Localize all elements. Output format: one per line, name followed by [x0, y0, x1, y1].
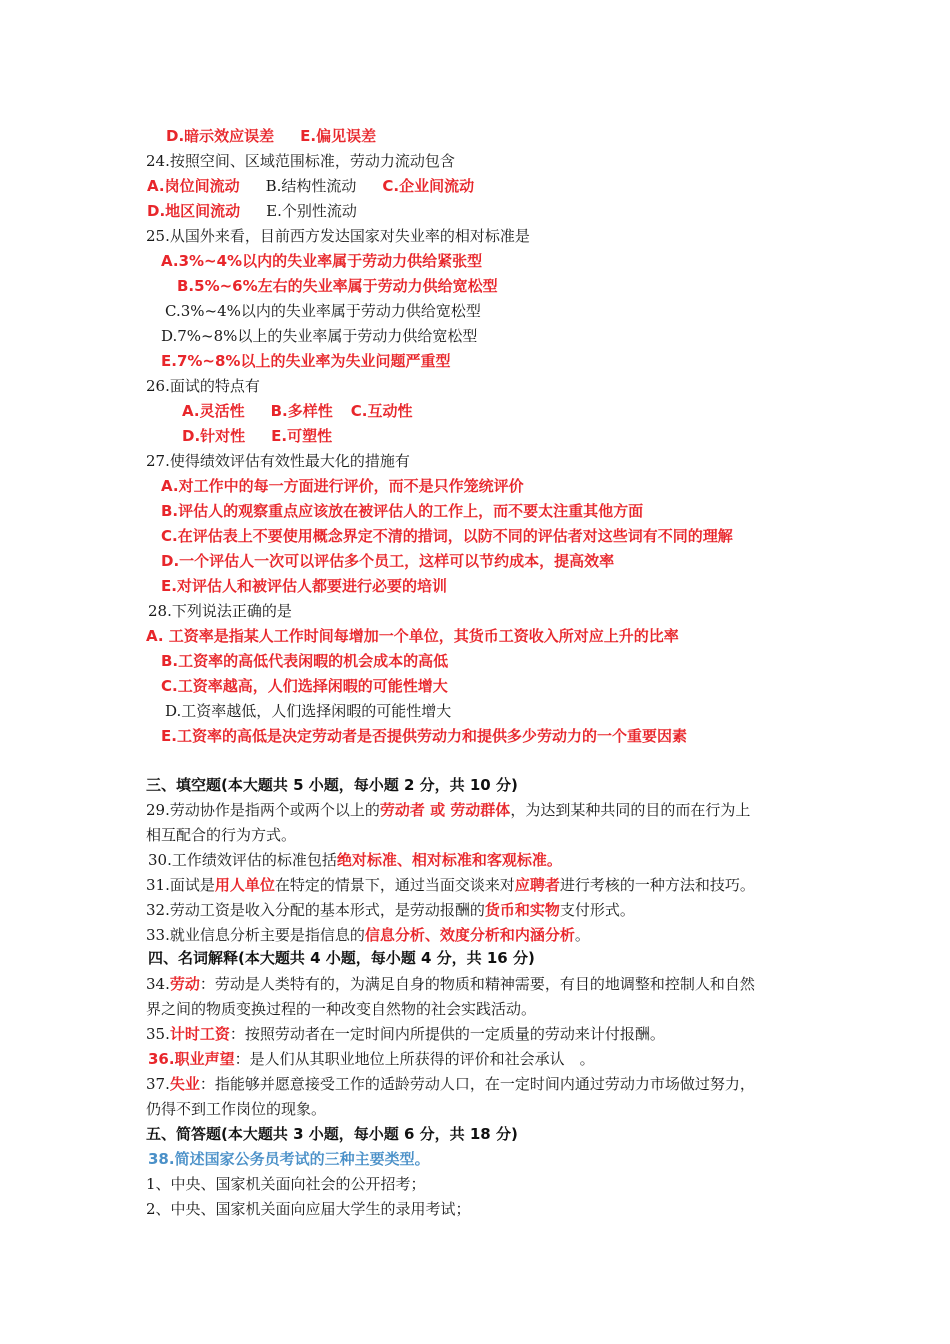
q25-option-a: A.3%~4%以内的失业率属于劳动力供给紧张型: [161, 252, 483, 270]
q26-options-row2: [182, 426, 332, 446]
q35-text: ：按照劳动者在一定时间内所提供的一定质量的劳动来计付报酬。: [229, 1025, 665, 1043]
q24-option-d: D.地区间流动: [147, 202, 241, 220]
q25-option-c: C.3%~4%以内的失业率属于劳动力供给宽松型: [165, 302, 481, 320]
q31-text1: 31.面试是: [146, 876, 215, 894]
q24-option-e: E.个别性流动: [266, 202, 357, 220]
q25-option-e: E.7%~8%以上的失业率为失业问题严重型: [161, 352, 451, 370]
q26-stem: 26.面试的特点有: [146, 377, 260, 395]
q27-stem: 27.使得绩效评估有效性最大化的措施有: [146, 452, 410, 470]
q32-line: [146, 900, 635, 920]
q30-answer: 绝对标准、相对标准和客观标准。: [336, 851, 562, 869]
q23-option-d: D.暗示效应误差: [166, 127, 275, 145]
q24-option-a: A.岗位间流动: [147, 177, 240, 195]
q34-line2: 界之间的物质变换过程的一种改变自然物的社会实践活动。: [146, 1000, 537, 1018]
q26-option-a: A.灵活性: [182, 402, 245, 420]
q33-text1: 33.就业信息分析主要是指信息的: [146, 926, 365, 944]
q33-text2: 。: [574, 926, 590, 944]
q25-option-b: B.5%~6%左右的失业率属于劳动力供给宽松型: [177, 277, 498, 295]
section5-title: 五、简答题(本大题共 3 小题，每小题 6 分，共 18 分): [146, 1125, 518, 1143]
q24-options-row2: [147, 201, 357, 221]
q31-text3: 进行考核的一种方法和技巧。: [559, 876, 755, 894]
q27-option-e: E.对评估人和被评估人都要进行必要的培训: [161, 577, 447, 595]
q35-number: 35.: [146, 1025, 170, 1043]
q34-line1: [146, 974, 755, 994]
q25-option-d: D.7%~8%以上的失业率属于劳动力供给宽松型: [161, 327, 478, 345]
q38-item-1: 1、中央、国家机关面向社会的公开招考；: [146, 1175, 426, 1193]
q24-option-c: C.企业间流动: [382, 177, 475, 195]
q34-term: 劳动: [169, 975, 200, 993]
q27-option-b: B.评估人的观察重点应该放在被评估人的工作上，而不要太注重其他方面: [161, 502, 644, 520]
q36-number: 36.: [148, 1050, 175, 1068]
q23-options: [166, 126, 376, 146]
q29-line2: 相互配合的行为方式。: [146, 826, 297, 844]
q33-answer: 信息分析、效度分析和内涵分析: [364, 926, 575, 944]
q37-line1: [146, 1074, 755, 1094]
q32-answer: 货币和实物: [484, 901, 560, 919]
q35-term: 计时工资: [169, 1025, 230, 1043]
q24-options-row1: [147, 176, 474, 196]
section4-title: 四、名词解释(本大题共 4 小题，每小题 4 分，共 16 分): [148, 949, 535, 967]
q31-answer2: 应聘者: [514, 876, 560, 894]
q29-answer: 劳动者 或 劳动群体: [379, 801, 511, 819]
q29-line1: [146, 800, 750, 820]
q31-answer1: 用人单位: [214, 876, 275, 894]
q36-term: 职业声望: [174, 1050, 235, 1068]
q29-text1: 29.劳动协作是指两个或两个以上的: [146, 801, 380, 819]
q37-number: 37.: [146, 1075, 170, 1093]
q36-line: [148, 1049, 595, 1069]
q28-option-d: D.工资率越低，人们选择闲暇的可能性增大: [165, 702, 452, 720]
q38-stem: 38.简述国家公务员考试的三种主要类型。: [148, 1150, 430, 1168]
q25-stem: 25.从国外来看，目前西方发达国家对失业率的相对标准是: [146, 227, 530, 245]
q33-line: [146, 925, 590, 945]
q28-option-c: C.工资率越高，人们选择闲暇的可能性增大: [161, 677, 448, 695]
q30-line: [148, 850, 562, 870]
q26-options-row1: [182, 401, 412, 421]
q24-option-b: B.结构性流动: [265, 177, 357, 195]
q23-option-e: E.偏见误差: [300, 127, 377, 145]
q32-text2: 支付形式。: [559, 901, 635, 919]
q27-option-d: D.一个评估人一次可以评估多个员工，这样可以节约成本，提高效率: [161, 552, 615, 570]
q26-option-c: C.互动性: [350, 402, 413, 420]
q26-option-e: E.可塑性: [271, 427, 333, 445]
q26-option-d: D.针对性: [182, 427, 246, 445]
q30-text: 30.工作绩效评估的标准包括: [148, 851, 337, 869]
q36-text: ：是人们从其职业地位上所获得的评价和社会承认 。: [234, 1050, 595, 1068]
q28-option-b: B.工资率的高低代表闲暇的机会成本的高低: [161, 652, 449, 670]
q24-stem: 24.按照空间、区域范围标准，劳动力流动包含: [146, 152, 455, 170]
q37-line2: 仍得不到工作岗位的现象。: [146, 1100, 327, 1118]
q27-option-c: C.在评估表上不要使用概念界定不清的措词，以防不同的评估者对这些词有不同的理解: [161, 527, 733, 545]
q37-text1: ：指能够并愿意接受工作的适龄劳动人口，在一定时间内通过劳动力市场做过努力，: [199, 1075, 755, 1093]
q31-text2: 在特定的情景下，通过当面交谈来对: [274, 876, 515, 894]
q38-item-2: 2、中央、国家机关面向应届大学生的录用考试；: [146, 1200, 471, 1218]
q28-stem: 28.下列说法正确的是: [148, 602, 292, 620]
q29-text2: ，为达到某种共同的目的而在行为上: [510, 801, 751, 819]
q34-number: 34.: [146, 975, 170, 993]
q26-option-b: B.多样性: [270, 402, 333, 420]
q31-line: [146, 875, 755, 895]
q28-option-e: E.工资率的高低是决定劳动者是否提供劳动力和提供多少劳动力的一个重要因素: [161, 727, 687, 745]
q35-line: [146, 1024, 665, 1044]
section3-title: 三、填空题(本大题共 5 小题，每小题 2 分，共 10 分): [146, 776, 518, 794]
q27-option-a: A.对工作中的每一方面进行评价，而不是只作笼统评价: [161, 477, 524, 495]
q34-text1: ：劳动是人类特有的，为满足自身的物质和精神需要，有目的地调整和控制人和自然: [199, 975, 755, 993]
q32-text1: 32.劳动工资是收入分配的基本形式，是劳动报酬的: [146, 901, 485, 919]
q37-term: 失业: [169, 1075, 200, 1093]
q28-option-a: A. 工资率是指某人工作时间每增加一个单位，其货币工资收入所对应上升的比率: [146, 627, 679, 645]
